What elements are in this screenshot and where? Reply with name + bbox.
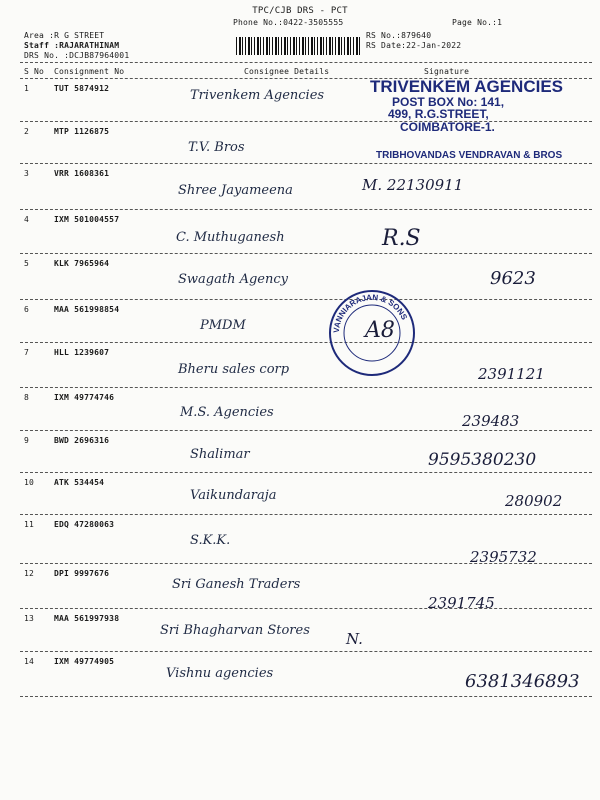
row-signature: 2391121 [478, 365, 545, 383]
row-consignee: Vishnu agencies [166, 666, 274, 681]
row-sno: 11 [24, 520, 35, 529]
row-sno: 1 [24, 84, 30, 93]
row-signature: M. 22130911 [362, 176, 464, 194]
row-divider [20, 253, 592, 254]
row-consignee: Shree Jayameena [178, 183, 293, 198]
row-divider [20, 563, 592, 564]
col-header-consignee: Consignee Details [244, 67, 330, 76]
row-consignee: Sri Ganesh Traders [172, 577, 301, 592]
row-consignee: T.V. Bros [188, 140, 245, 155]
row-consignment: IXM 49774746 [54, 393, 115, 402]
row-consignee: PMDM [200, 318, 246, 333]
row-signature: 9595380230 [428, 450, 537, 470]
row-consignee: Shalimar [190, 447, 250, 462]
row-divider [20, 472, 592, 473]
row-consignee: Sri Bhagharvan Stores [160, 623, 310, 638]
page-number: Page No.:1 [452, 18, 503, 27]
row-sno: 5 [24, 259, 30, 268]
row-consignment: HLL 1239607 [54, 348, 110, 357]
col-header-consignment: Consignment No [54, 67, 125, 76]
rs-date: RS Date:22-Jan-2022 [366, 41, 462, 50]
drs-number: DRS No. :DCJB87964001 [24, 51, 130, 60]
row-signature: A8 [365, 318, 395, 343]
row-consignee: Bheru sales corp [178, 362, 290, 377]
phone-number: Phone No.:0422-3505555 [233, 18, 344, 27]
company-stamp [370, 78, 570, 134]
row-consignment: EDQ 47280063 [54, 520, 115, 529]
staff-label: Staff :RAJARATHINAM [24, 41, 120, 50]
row-sno: 10 [24, 478, 35, 487]
row-signature: N. [346, 630, 363, 648]
row-divider [20, 608, 592, 609]
round-seal-icon [325, 286, 420, 381]
barcode [236, 37, 360, 55]
row-signature: 280902 [505, 492, 563, 510]
row-divider [20, 651, 592, 652]
col-header-sno: S No [24, 67, 45, 76]
rs-number: RS No.:879640 [366, 31, 432, 40]
row-divider [20, 299, 592, 300]
row-consignee: Vaikundaraja [190, 488, 277, 503]
stamp-line: POST BOX No: 141, [392, 94, 505, 109]
col-header-signature: Signature [424, 67, 470, 76]
row-consignment: VRR 1608361 [54, 169, 110, 178]
second-stamp: TRIBHOVANDAS VENDRAVAN & BROS [376, 150, 563, 161]
row-consignment: KLK 7965964 [54, 259, 110, 268]
row-signature: 2391745 [428, 594, 495, 612]
row-consignment: DPI 9997676 [54, 569, 110, 578]
row-consignee: C. Muthuganesh [176, 230, 285, 245]
row-divider [20, 387, 592, 388]
area-label: Area :R G STREET [24, 31, 105, 40]
row-consignment: IXM 501004557 [54, 215, 120, 224]
row-divider [20, 430, 592, 431]
row-sno: 4 [24, 215, 30, 224]
row-consignment: MAA 561998854 [54, 305, 120, 314]
row-signature: R.S [382, 226, 421, 251]
row-consignment: MTP 1126875 [54, 127, 110, 136]
row-signature: 9623 [490, 268, 536, 289]
row-sno: 12 [24, 569, 35, 578]
row-sno: 3 [24, 169, 30, 178]
row-sno: 8 [24, 393, 30, 402]
row-sno: 2 [24, 127, 30, 136]
row-signature: 239483 [462, 412, 520, 430]
row-divider [20, 342, 592, 343]
document-title: TPC/CJB DRS - PCT [252, 6, 348, 16]
row-consignee: Trivenkem Agencies [190, 88, 325, 103]
row-divider [20, 696, 592, 697]
row-consignment: BWD 2696316 [54, 436, 110, 445]
row-sno: 14 [24, 657, 35, 666]
row-consignment: ATK 534454 [54, 478, 105, 487]
row-divider [20, 209, 592, 210]
row-divider [20, 514, 592, 515]
row-sno: 13 [24, 614, 35, 623]
row-sno: 7 [24, 348, 30, 357]
stamp-line: TRIVENKEM AGENCIES [370, 77, 564, 96]
row-consignee: S.K.K. [190, 533, 231, 548]
seal-text: VANNIARAJAN & SONS [331, 292, 409, 334]
row-sno: 6 [24, 305, 30, 314]
row-signature: 6381346893 [465, 671, 580, 692]
row-consignment: TUT 5874912 [54, 84, 110, 93]
divider [20, 62, 592, 63]
row-consignment: IXM 49774905 [54, 657, 115, 666]
row-divider [20, 163, 592, 164]
row-signature: 2395732 [470, 548, 537, 566]
stamp-line: COIMBATORE-1. [400, 120, 495, 135]
stamp-line: 499, R.G.STREET, [388, 107, 489, 122]
row-sno: 9 [24, 436, 30, 445]
row-consignee: Swagath Agency [178, 272, 288, 287]
row-consignee: M.S. Agencies [180, 405, 274, 420]
row-consignment: MAA 561997938 [54, 614, 120, 623]
